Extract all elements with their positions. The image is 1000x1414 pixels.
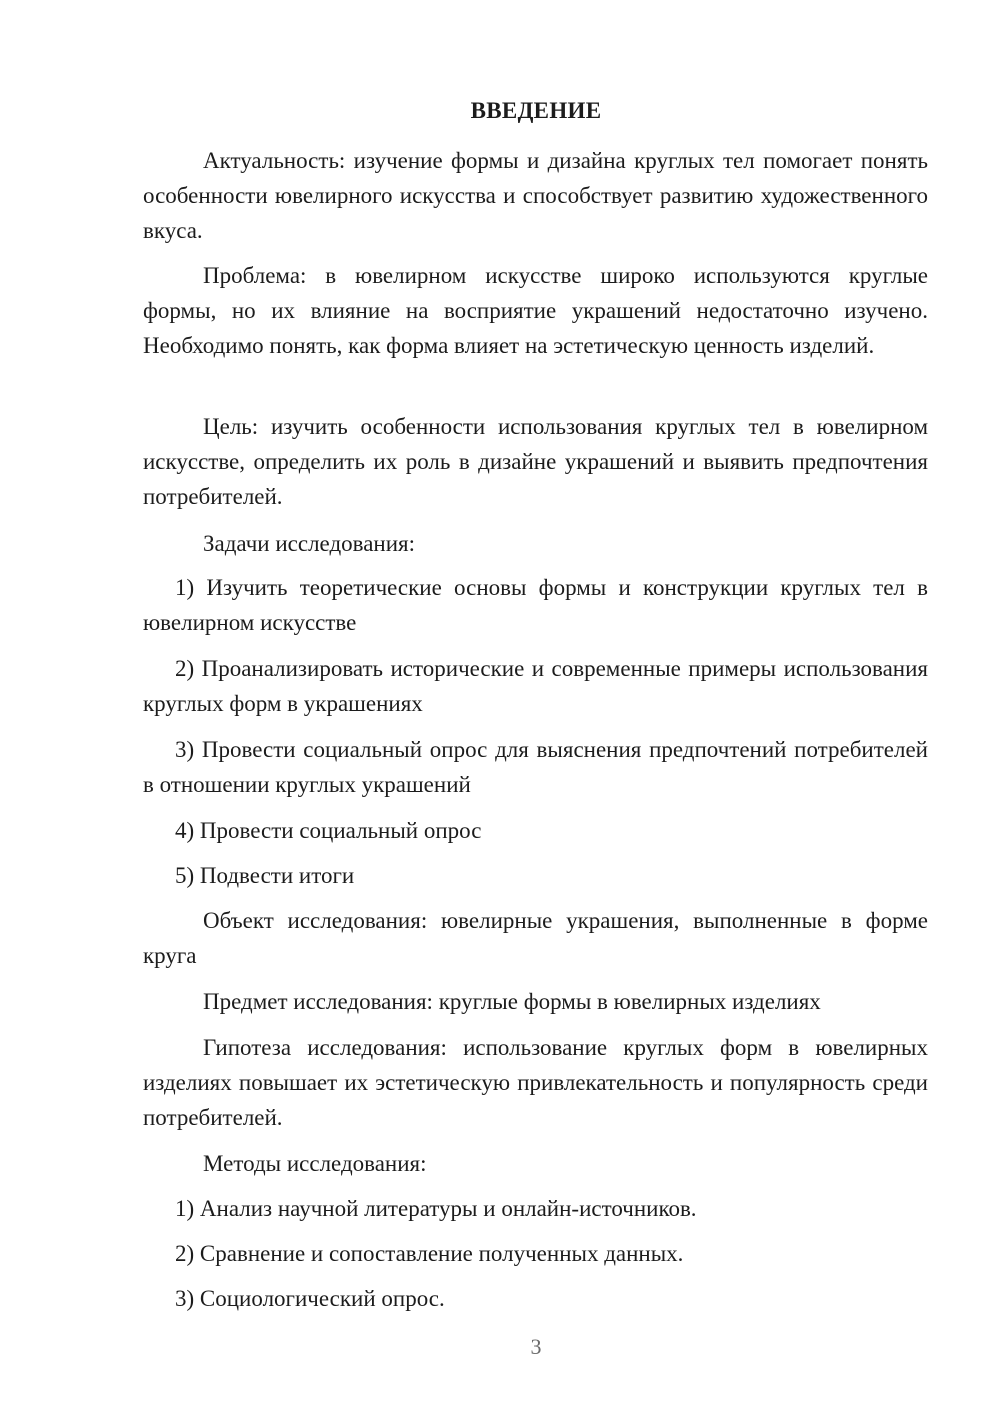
relevance-paragraph: Актуальность: изучение формы и дизайна круглых тел помогает понять особенности ювелирного искусства и способствует развитию художественного вкуса. — [143, 148, 928, 243]
problem-paragraph: Проблема: в ювелирном искусстве широко используются круглые формы, но их влияние на восприятие украшений недостаточно изучено. Необходимо понять, как форма влияет на эстетическую ценность изделий. — [143, 263, 928, 358]
subject-paragraph: Предмет исследования: круглые формы в ювелирных изделиях — [203, 989, 821, 1014]
task-item-4: 4) Провести социальный опрос — [175, 818, 482, 843]
method-item-1: 1) Анализ научной литературы и онлайн-источников. — [175, 1196, 697, 1221]
task-item-2: 2) Проанализировать исторические и современные примеры использования круглых форм в украшениях — [143, 656, 928, 716]
hypothesis-paragraph: Гипотеза исследования: использование круглых форм в ювелирных изделиях повышает их эстетическую привлекательность и популярность среди потребителей. — [143, 1035, 928, 1130]
methods-heading: Методы исследования: — [203, 1151, 427, 1176]
task-item-3: 3) Провести социальный опрос для выяснения предпочтений потребителей в отношении круглых украшений — [143, 737, 928, 797]
task-item-1: 1) Изучить теоретические основы формы и конструкции круглых тел в ювелирном искусстве — [143, 575, 928, 635]
method-item-3: 3) Социологический опрос. — [175, 1286, 445, 1311]
tasks-heading: Задачи исследования: — [203, 531, 416, 556]
goal-paragraph: Цель: изучить особенности использования круглых тел в ювелирном искусстве, определить их роль в дизайне украшений и выявить предпочтения потребителей. — [143, 414, 928, 509]
method-item-2: 2) Сравнение и сопоставление полученных данных. — [175, 1241, 684, 1266]
object-paragraph: Объект исследования: ювелирные украшения, выполненные в форме круга — [143, 908, 928, 968]
page-number: 3 — [530, 1334, 542, 1359]
section-heading: ВВЕДЕНИЕ — [470, 98, 602, 123]
task-item-5: 5) Подвести итоги — [175, 863, 355, 888]
